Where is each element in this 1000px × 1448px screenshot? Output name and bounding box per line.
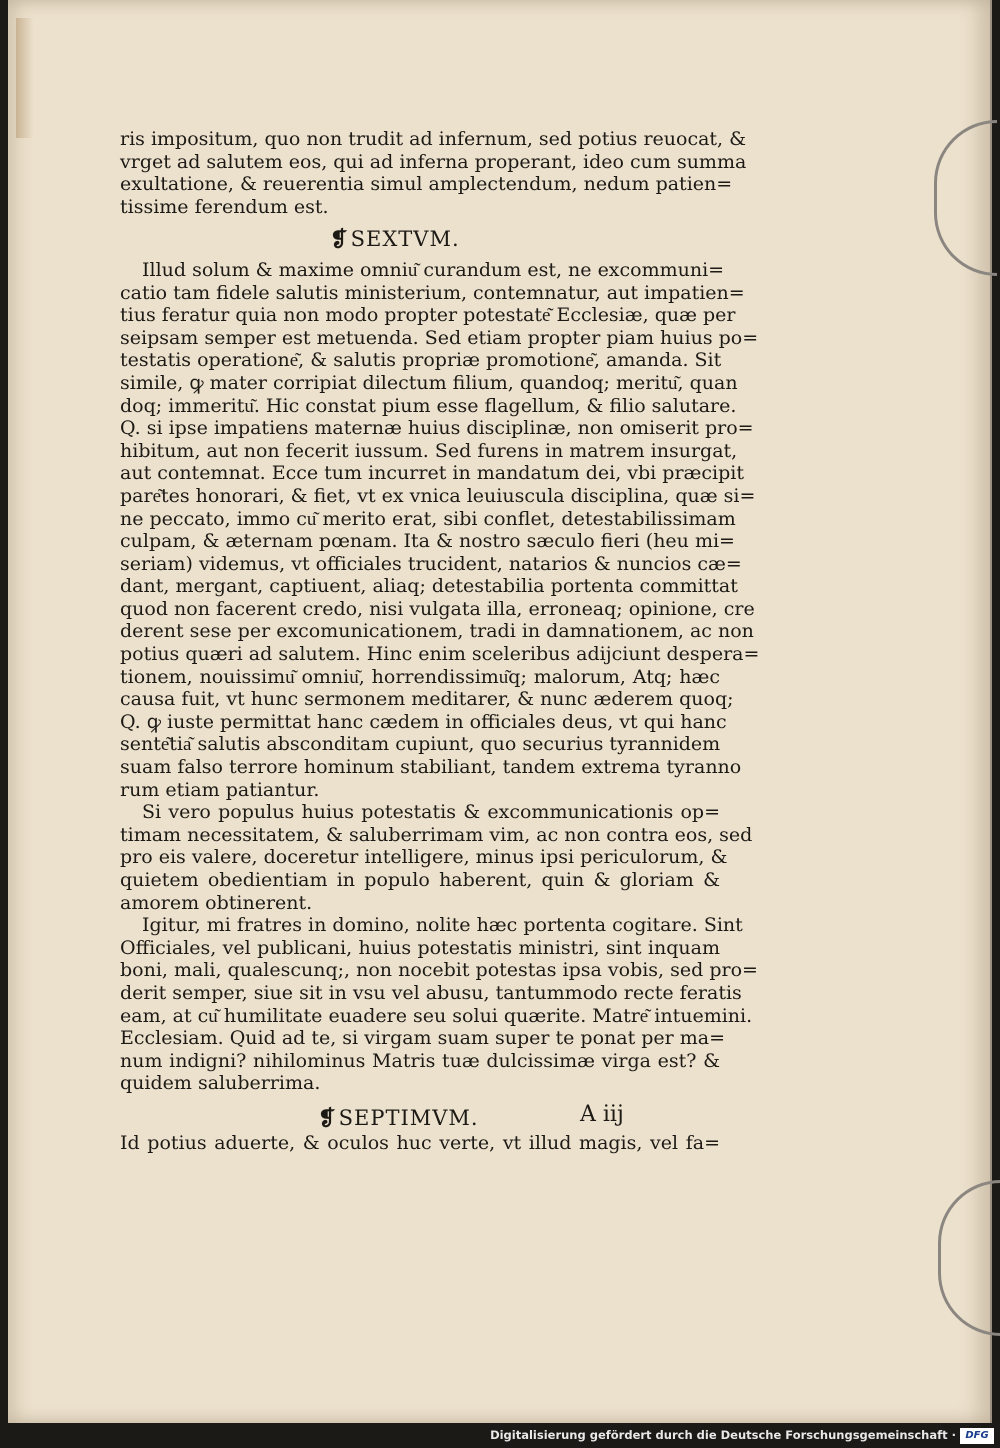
text-line: causa fuit, vt hunc sermonem meditarer, & nunc æderem quoq; [120,688,734,711]
text-line: ris impositum, quo non trudit ad infernum, sed potius reuocat, & [120,128,747,150]
text-line: quod non facerent credo, nisi vulgata illa, erroneaq; opinione, cre [120,597,755,620]
footer-bar [0,1425,1000,1448]
text-line: dant, mergant, captiuent, aliaq; detestabilia portenta committat [120,575,738,598]
paragraph-si-vero [120,801,753,914]
text-line: Id potius aduerte, & oculos huc verte, vt illud magis, vel fa= [120,1131,720,1154]
text-line: Officiales, vel publicani, huius potestatis ministri, sint inquam [120,936,720,959]
text-line: pro eis valere, doceretur intelligere, minus ipsi periculorum, & [120,846,728,869]
text-line: Q. ꝙ iuste permittat hanc cædem in officiales deus, vt qui hanc [120,710,727,733]
text-line: hibitum, aut non fecerit iussum. Sed furens in matrem insurgat, [120,439,738,462]
section-heading-septimum [318,1104,720,1130]
text-line: boni, mali, qualescunq;, non nocebit potestas ipsa vobis, sed pro= [120,959,758,982]
text-line: Si vero populus huius potestatis & excommunicationis op= [142,801,720,824]
text-line: rum etiam patiantur. [120,778,320,801]
text-line: tius feratur quia non modo propter potestate͂ Ecclesiæ, quæ per [120,304,736,327]
text-line: num indigni? nihilominus Matris tuæ dulcissimæ virga est? & [120,1049,720,1072]
text-line: testatis operatione͂, & salutis propriæ promotione͂, amanda. Sit [120,349,722,372]
signature-mark: A iij [580,1102,624,1127]
text-line: timam necessitatem, & saluberrimam vim, ac non contra eos, sed [120,823,753,846]
text-line: catio tam fidele salutis ministerium, contemnatur, aut impatien= [120,281,745,304]
text-line: culpam, & æternam pœnam. Ita & nostro sæculo fieri (heu mi= [120,530,735,553]
paragraph-igitur [120,914,758,1095]
text-line: Igitur, mi fratres in domino, nolite hæc portenta cogitare. Sint [142,914,743,937]
paragraph-septimum [120,1132,720,1155]
text-line: quidem saluberrima. [120,1072,321,1095]
page-clip-top [934,120,997,276]
section-heading-sextum [330,228,720,251]
text-line: doq; immeritu͂. Hic constat pium esse flagellum, & filio salutare. [120,394,737,417]
text-line: pare͂tes honorari, & fiet, vt ex vnica leuiuscula disciplina, quæ si= [120,484,756,507]
text-line: simile, ꝙ mater corripiat dilectum filium, quandoq; meritu͂, quan [120,371,738,394]
paragraph-opening [120,128,747,218]
text-line: suam falso terrore hominum stabiliant, tandem extrema tyranno [120,756,742,779]
text-line: amorem obtinerent. [120,891,313,914]
text-line: quietem obedientiam in populo haberent, quin & gloriam & [120,869,720,891]
pilcrow-icon: ❡ [318,1104,337,1130]
text-line: ne peccato, immo cu͂ merito erat, sibi conflet, detestabilissimam [120,507,736,530]
text-line: eam, at cu͂ humilitate euadere seu solui quærite. Matre͂ intuemini. [120,1004,753,1027]
text-line: vrget ad salutem eos, qui ad inferna properant, ideo cum summa [120,150,747,173]
text-line: derent sese per excomunicationem, tradi in damnationem, ac non [120,620,754,643]
dfg-logo-icon: DFG [960,1428,994,1444]
pilcrow-icon: ❡ [330,226,349,252]
text-line: tissime ferendum est. [120,195,329,218]
footer-credit: Digitalisierung gefördert durch die Deutsche Forschungsgemeinschaft · [490,1428,956,1442]
page-text [120,128,760,1154]
page-clip-bottom [938,1180,1000,1336]
text-line: aut contemnat. Ecce tum incurret in mandatum dei, vbi præcipit [120,462,744,485]
text-line: Illud solum & maxime omniu͂ curandum est, ne excommuni= [142,258,725,281]
text-line: potius quæri ad salutem. Hinc enim sceleribus adijciunt despera= [120,643,760,666]
text-line: derit semper, siue sit in vsu vel abusu, tantummodo recte feratis [120,981,742,1004]
page-stain [16,18,34,138]
text-line: sente͂tia͂ salutis absconditam cupiunt, quo securius tyrannidem [120,733,721,756]
text-line: exultatione, & reuerentia simul amplectendum, nedum patien= [120,173,733,196]
text-line: Ecclesiam. Quid ad te, si virgam suam super te ponat per ma= [120,1027,726,1050]
paragraph-sextum [120,258,760,801]
heading-text: SEXTVM. [350,227,460,252]
heading-text: SEPTIMVM. [338,1105,479,1130]
text-line: Q. si ipse impatiens maternæ huius disciplinæ, non omiserit pro= [120,417,754,440]
text-line: seriam) videmus, vt officiales trucident, natarios & nuncios cæ= [120,552,742,575]
text-line: tionem, nouissimu͂ omniu͂, horrendissimu͂q; malorum, Atq; hæc [120,665,720,688]
text-line: seipsam semper est metuenda. Sed etiam propter piam huius po= [120,326,759,349]
